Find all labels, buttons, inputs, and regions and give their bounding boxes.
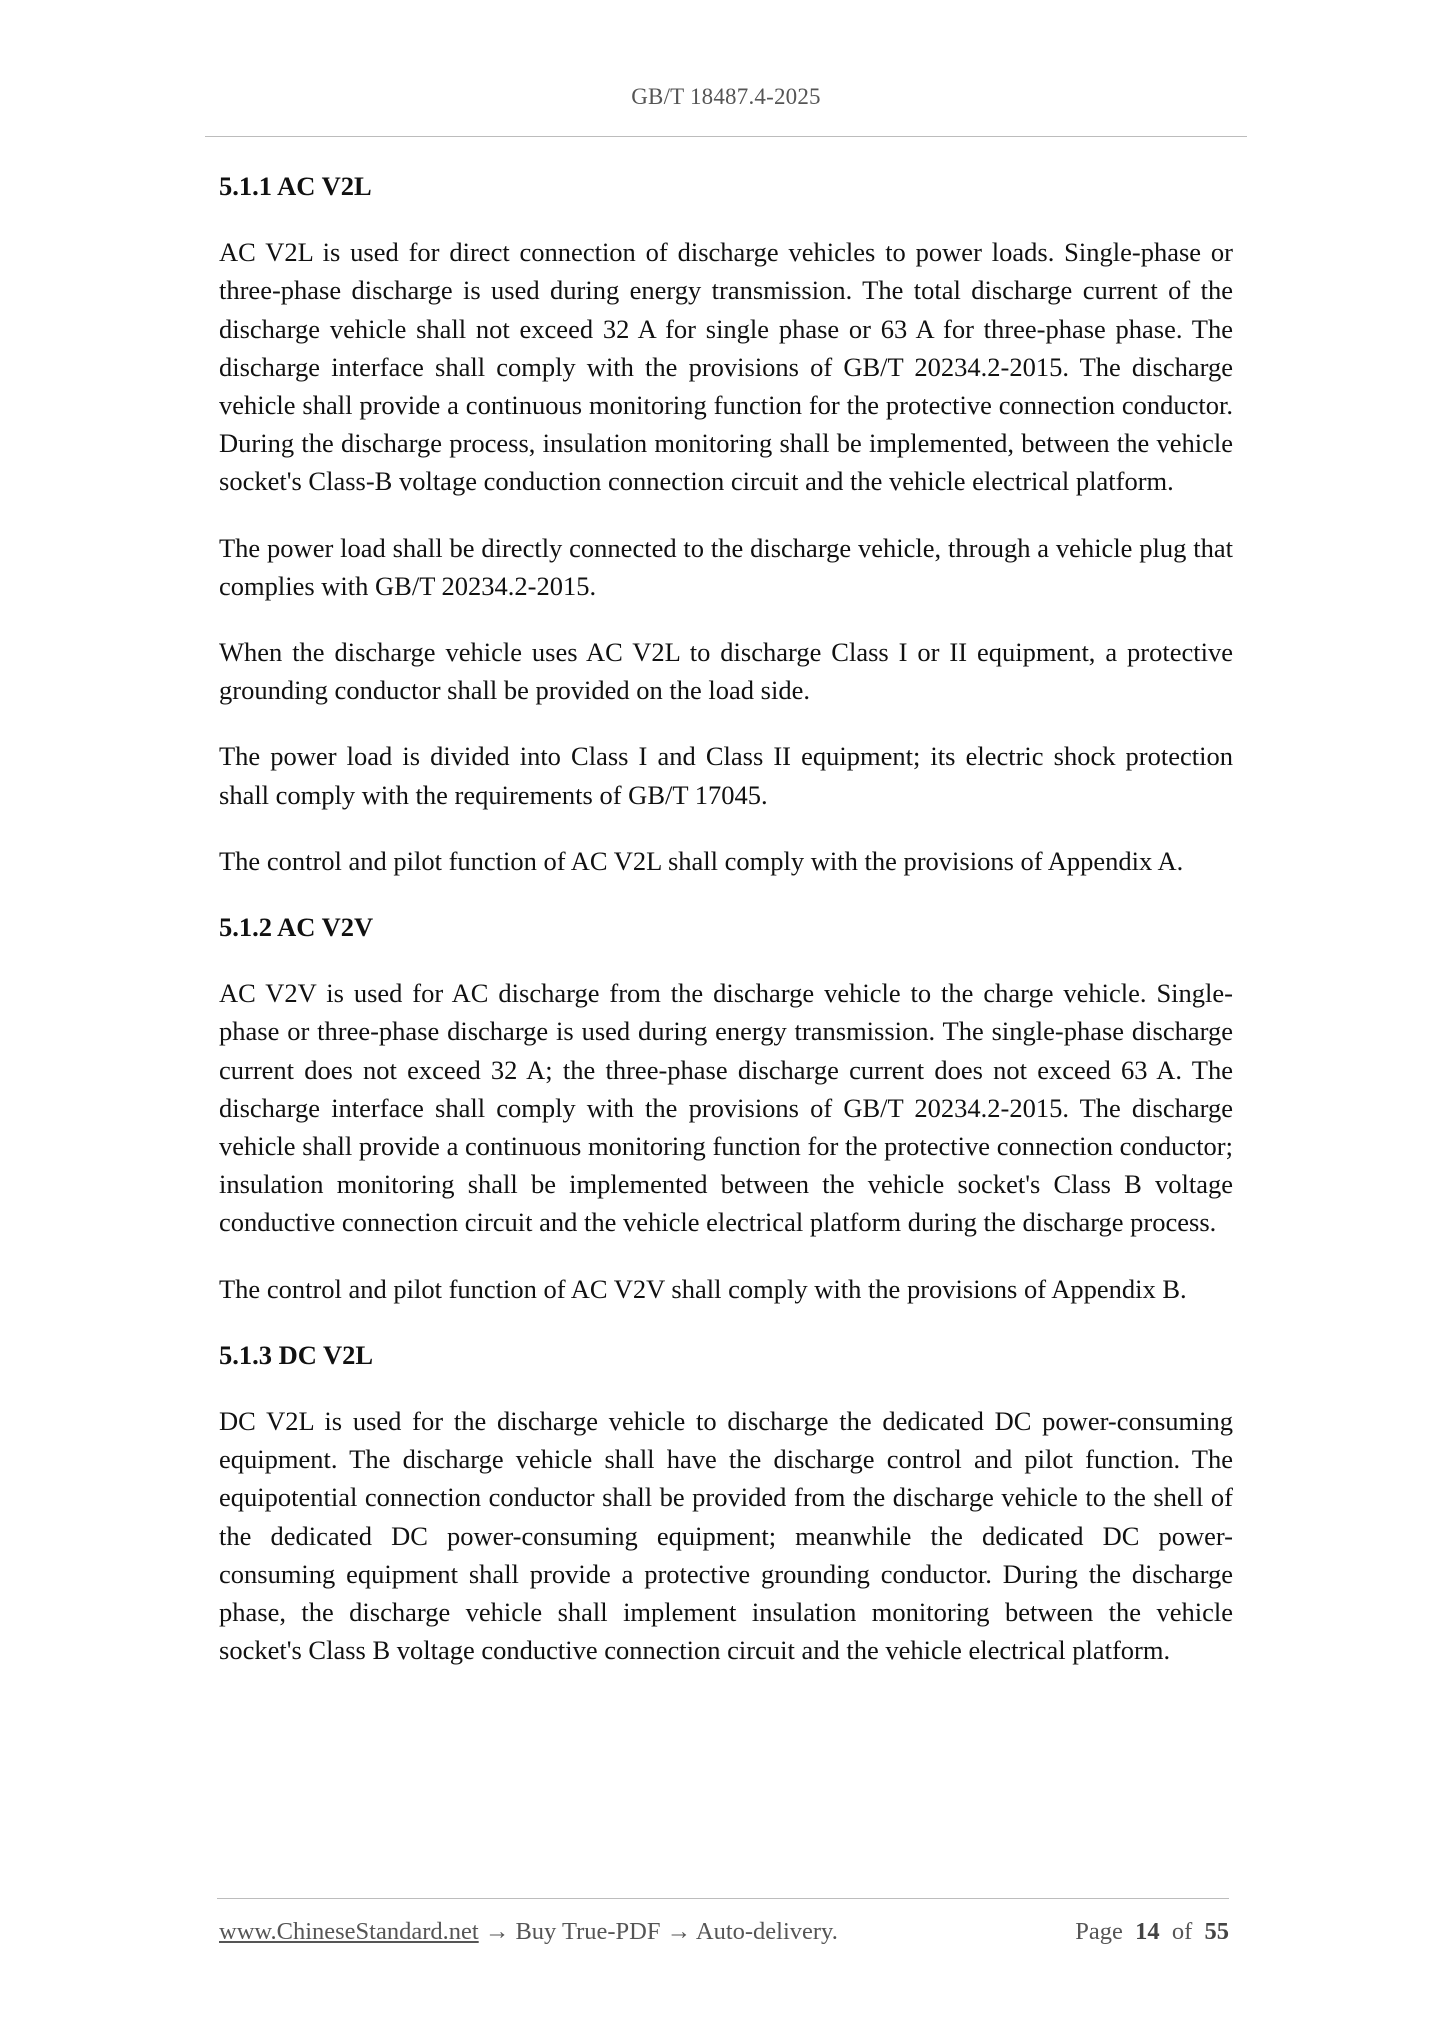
paragraph: When the discharge vehicle uses AC V2L to discharge Class I or II equipment, a protective grounding conductor shall be provided on the load side. (219, 637, 1233, 706)
current-page-number: 14 (1135, 1918, 1160, 1945)
page-body (219, 167, 1233, 1698)
total-pages-number: 55 (1204, 1918, 1229, 1945)
paragraph: The power load shall be directly connected to the discharge vehicle, through a vehicle plug that complies with GB/T 20234.2-2015. (219, 532, 1233, 601)
footer-promo (219, 1918, 838, 1946)
header-divider (205, 136, 1247, 137)
paragraph: The control and pilot function of AC V2V shall comply with the provisions of Appendix B. (219, 1273, 1187, 1304)
paragraph: AC V2V is used for AC discharge from the discharge vehicle to the charge vehicle. Single-phase or three-phase discharge is used during energy transmission. The single-phase discharge current does not exceed 32 A; the three-phase discharge current does not exceed 63 A. The discharge interface shall comply with the provisions of GB/T 20234.2-2015. The discharge vehicle shall provide a continuous monitoring function for the protective connection conductor; insulation monitoring shall be implemented between the vehicle socket's Class B voltage conductive connection circuit and the vehicle electrical platform during the discharge process. (219, 978, 1233, 1238)
auto-delivery-text: Auto-delivery. (695, 1918, 838, 1945)
paragraph: The power load is divided into Class I and Class II equipment; its electric shock protection shall comply with the requirements of GB/T 17045. (219, 741, 1233, 810)
document-code-header: GB/T 18487.4-2025 (631, 84, 821, 109)
arrow-right-icon: → (666, 1918, 692, 1945)
paragraph: The control and pilot function of AC V2L shall comply with the provisions of Appendix A. (219, 845, 1184, 876)
buy-true-pdf-text: Buy True-PDF (515, 1918, 661, 1945)
site-link[interactable]: www.ChineseStandard.net (219, 1918, 479, 1945)
footer-divider (217, 1898, 1229, 1899)
arrow-right-icon: → (484, 1918, 510, 1945)
of-label: of (1171, 1918, 1193, 1945)
section-heading-5-1-1: 5.1.1 AC V2L (219, 171, 372, 201)
section-heading-5-1-2: 5.1.2 AC V2V (219, 912, 374, 943)
page-label: Page (1075, 1918, 1123, 1945)
paragraph: AC V2L is used for direct connection of discharge vehicles to power loads. Single-phase or three-phase discharge is used during energy transmission. The total discharge current of the discharge vehicle shall not exceed 32 A for single phase or 63 A for three-phase phase. The discharge interface shall comply with the provisions of GB/T 20234.2-2015. The discharge vehicle shall provide a continuous monitoring function for the protective connection conductor. During the discharge process, insulation monitoring shall be implemented, between the vehicle socket's Class-B voltage conduction connection circuit and the vehicle electrical platform. (219, 237, 1233, 497)
page-indicator (1075, 1918, 1229, 1946)
section-heading-5-1-3: 5.1.3 DC V2L (219, 1339, 374, 1370)
paragraph: DC V2L is used for the discharge vehicle to discharge the dedicated DC power-consuming equipment. The discharge vehicle shall have the discharge control and pilot function. The equipotential connection conductor shall be provided from the discharge vehicle to the shell of the dedicated DC power-consuming equipment; meanwhile the dedicated DC power-consuming equipment shall provide a protective grounding conductor. During the discharge phase, the discharge vehicle shall implement insulation monitoring between the vehicle socket's Class B voltage conductive connection circuit and the vehicle electrical platform. (219, 1406, 1233, 1666)
